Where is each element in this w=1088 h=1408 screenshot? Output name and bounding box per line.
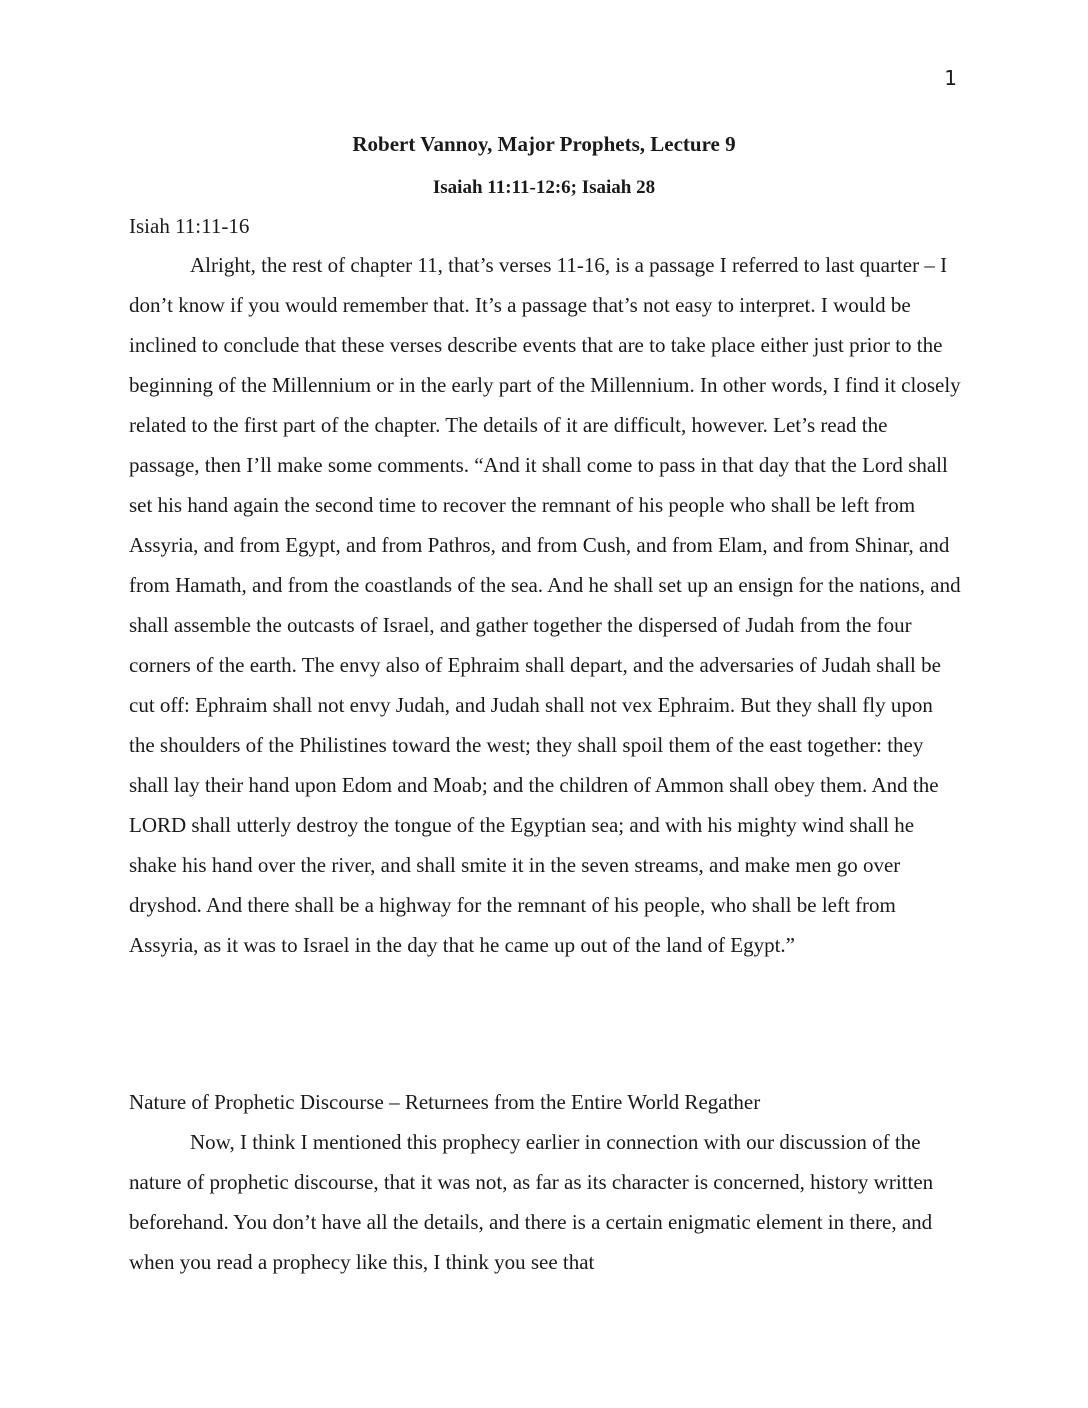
page-number: 1 [944, 66, 957, 90]
lecture-title: Robert Vannoy, Major Prophets, Lecture 9 [352, 132, 736, 156]
section-heading-prophetic-discourse: Nature of Prophetic Discourse – Returnees from the Entire World Regather [129, 1090, 761, 1114]
section-body-prophetic-discourse [129, 1122, 961, 1282]
paragraph: Alright, the rest of chapter 11, that’s verses 11-16, is a passage I referred to last quarter – I don’t know if you would remember that. It’s a passage that’s not easy to interpret. I would be inclined to conclude that these verses describe events that are to take place either just prior to the beginning of the Millennium or in the early part of the Millennium. In other words, I find it closely related to the first part of the chapter. The details of it are difficult, however. Let’s read the passage, then I’ll make some comments. “And it shall come to pass in that day that the Lord shall set his hand again the second time to recover the remnant of his people who shall be left from Assyria, and from Egypt, and from Pathros, and from Cush, and from Elam, and from Shinar, and from Hamath, and from the coastlands of the sea. And he shall set up an ensign for the nations, and shall assemble the outcasts of Israel, and gather together the dispersed of Judah from the four corners of the earth. The envy also of Ephraim shall depart, and the adversaries of Judah shall be cut off: Ephraim shall not envy Judah, and Judah shall not vex Ephraim. But they shall fly upon the shoulders of the Philistines toward the west; they shall spoil them of the east together: they shall lay their hand upon Edom and Moab; and the children of Ammon shall obey them. And the LORD shall utterly destroy the tongue of the Egyptian sea; and with his mighty wind shall he shake his hand over the river, and shall smite it in the seven streams, and make men go over dryshod. And there shall be a highway for the remnant of his people, who shall be left from Assyria, as it was to Israel in the day that he came up out of the land of Egypt.” [129, 253, 961, 957]
section-heading-isaiah-11: Isiah 11:11-16 [129, 214, 250, 238]
lecture-subtitle: Isaiah 11:11-12:6; Isaiah 28 [432, 177, 656, 198]
section-body-isaiah-11 [129, 245, 961, 965]
paragraph: Now, I think I mentioned this prophecy earlier in connection with our discussion of the nature of prophetic discourse, that it was not, as far as its character is concerned, history written beforehand. You don’t have all the details, and there is a certain enigmatic element in there, and when you read a prophecy like this, I think you see that [129, 1130, 934, 1274]
